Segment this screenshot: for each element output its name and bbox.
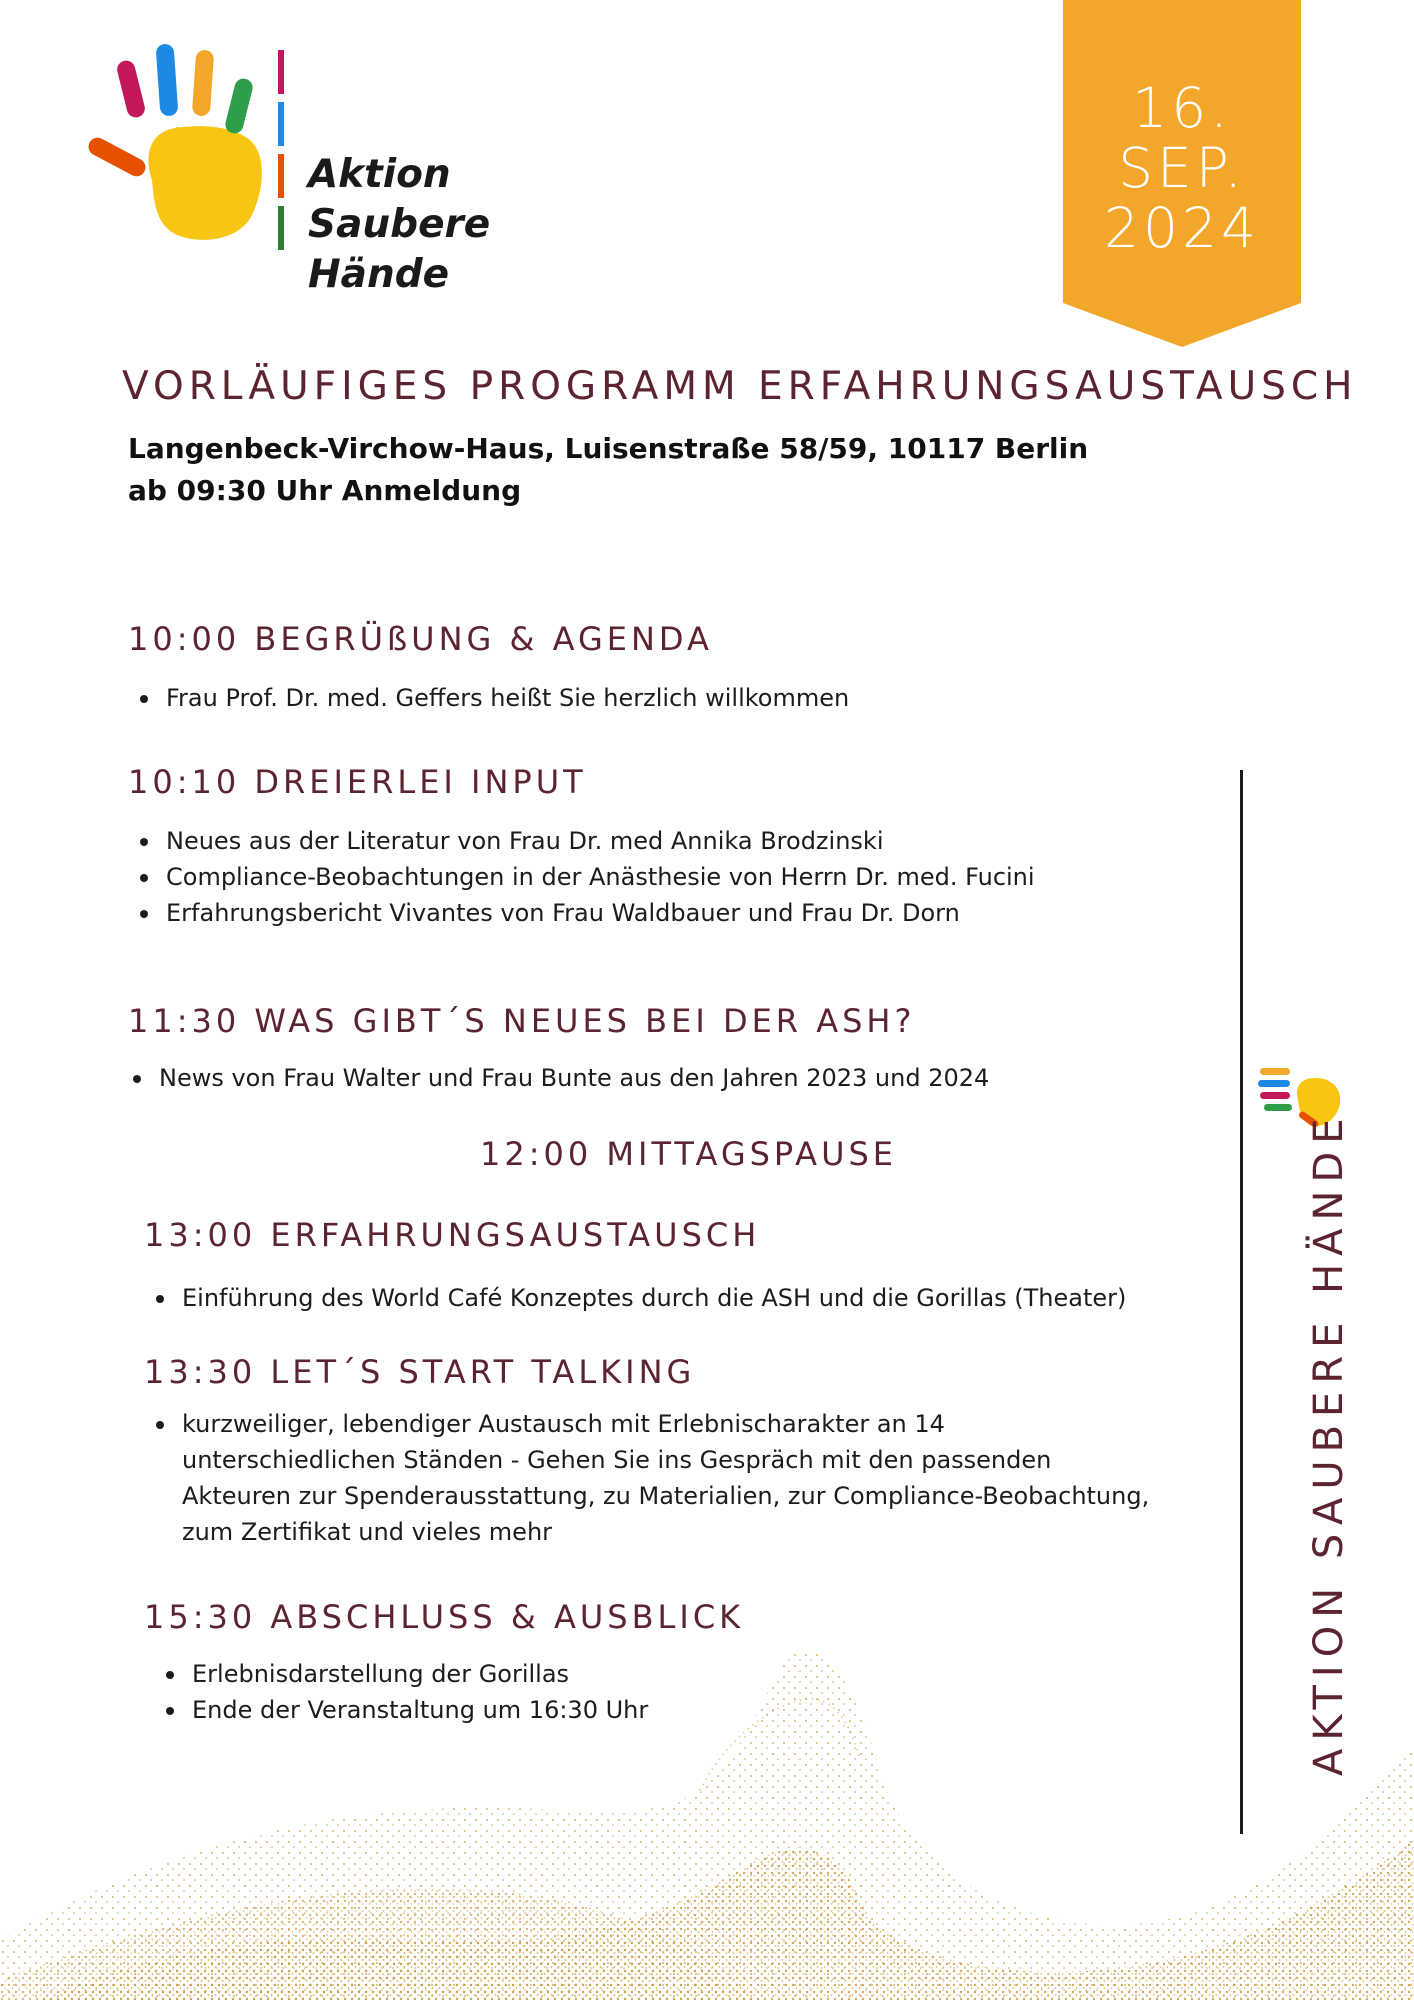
list-item: Einführung des World Café Konzeptes durch die ASH und die Gorillas (Theater)	[150, 1280, 1230, 1316]
logo	[82, 40, 622, 297]
agenda-list-welcome	[134, 680, 1214, 716]
agenda-list-talking	[150, 1406, 1150, 1550]
venue-info	[128, 428, 1088, 512]
logo-line-2: Saubere Hände	[308, 202, 491, 297]
event-date-year: 2024	[1104, 196, 1260, 260]
list-item: Frau Prof. Dr. med. Geffers heißt Sie herzlich willkommen	[134, 680, 1214, 716]
logo-wordmark	[308, 150, 622, 300]
page-title: VORLÄUFIGES PROGRAMM ERFAHRUNGSAUSTAUSCH	[122, 364, 1358, 409]
list-item: Ende der Veranstaltung um 16:30 Uhr	[160, 1692, 1160, 1728]
side-label: AKTION SAUBERE HÄNDE	[1306, 1110, 1352, 1776]
venue-address: Langenbeck-Virchow-Haus, Luisenstraße 58/59, 10117 Berlin	[128, 432, 1089, 465]
list-item: kurzweiliger, lebendiger Austausch mit Erlebnischarakter an 14 unterschiedlichen Ständen - Gehen Sie ins Gespräch mit den passenden Akteuren zur Spenderausstattung, zu Materialien, zur Compliance-Beobachtung, zum Zertifikat und vieles mehr	[150, 1406, 1150, 1550]
gold-glitter-decoration	[0, 1640, 1414, 2000]
agenda-heading-welcome: 10:00 BEGRÜßUNG & AGENDA	[128, 620, 713, 658]
agenda-list-input	[134, 823, 1214, 931]
handprint-icon	[82, 40, 292, 250]
agenda-list-exchange	[150, 1280, 1230, 1316]
list-item: News von Frau Walter und Frau Bunte aus den Jahren 2023 und 2024	[127, 1060, 1207, 1096]
list-item: Erfahrungsbericht Vivantes von Frau Waldbauer und Frau Dr. Dorn	[134, 895, 1214, 931]
agenda-heading-talking: 13:30 LET´S START TALKING	[144, 1353, 696, 1391]
logo-line-1: Aktion	[308, 152, 451, 197]
agenda-heading-lunch: 12:00 MITTAGSPAUSE	[480, 1135, 898, 1173]
agenda-heading-input: 10:10 DREIERLEI INPUT	[128, 763, 587, 801]
agenda-heading-closing: 15:30 ABSCHLUSS & AUSBLICK	[144, 1598, 745, 1636]
agenda-list-news	[127, 1060, 1207, 1096]
list-item: Neues aus der Literatur von Frau Dr. med Annika Brodzinski	[134, 823, 1214, 859]
agenda-heading-exchange: 13:00 ERFAHRUNGSAUSTAUSCH	[144, 1216, 761, 1254]
list-item: Compliance-Beobachtungen in der Anästhesie von Herrn Dr. med. Fucini	[134, 859, 1214, 895]
event-date-day-month: 16. SEP.	[1118, 76, 1246, 200]
event-date	[1063, 78, 1301, 258]
registration-time: ab 09:30 Uhr Anmeldung	[128, 474, 522, 507]
color-bars	[278, 50, 284, 250]
list-item: Erlebnisdarstellung der Gorillas	[160, 1656, 1160, 1692]
agenda-heading-news: 11:30 WAS GIBT´S NEUES BEI DER ASH?	[128, 1002, 916, 1040]
